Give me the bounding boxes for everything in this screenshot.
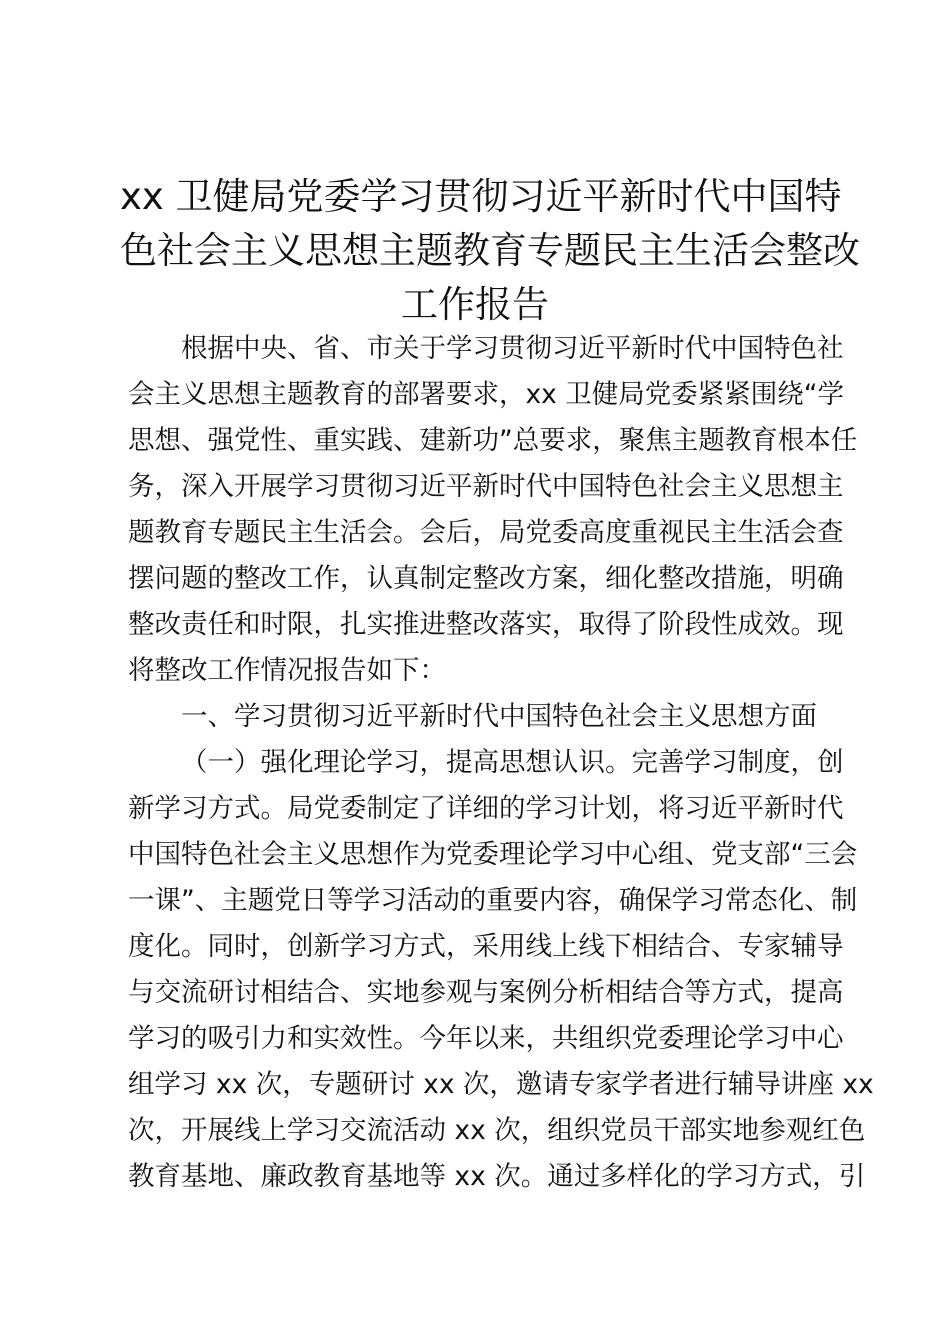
intro-line-7: 整改责任和时限，扎实推进整改落实，取得了阶段性成效。现	[128, 609, 844, 640]
section-line-5: 度化。同时，创新学习方式，采用线上线下相结合、专家辅导	[128, 931, 844, 962]
section-line-6: 与交流研讨相结合、实地参观与案例分析相结合等方式，提高	[128, 977, 844, 1008]
intro-line-6: 摆问题的整改工作，认真制定整改方案，细化整改措施，明确	[128, 563, 844, 594]
intro-line-3: 思想、强党性、重实践、建新功”总要求，聚焦主题教育根本任	[128, 425, 858, 456]
section-line-8: 组学习 xx 次，专题研讨 xx 次，邀请专家学者进行辅导讲座 xx	[128, 1069, 874, 1100]
section-line-1: （一）强化理论学习，提高思想认识。完善学习制度，创	[181, 747, 844, 778]
section-line-10: 教育基地、廉政教育基地等 xx 次。通过多样化的学习方式，引	[128, 1161, 866, 1192]
title-line-3: 工作报告	[401, 283, 549, 326]
intro-line-4: 务，深入开展学习贯彻习近平新时代中国特色社会主义思想主	[128, 471, 844, 502]
intro-line-5: 题教育专题民主生活会。会后，局党委高度重视民主生活会查	[128, 517, 844, 548]
section-line-9: 次，开展线上学习交流活动 xx 次，组织党员干部实地参观红色	[128, 1115, 866, 1146]
section-line-4: 一课”、主题党日等学习活动的重要内容，确保学习常态化、制	[128, 885, 858, 916]
document-body	[128, 326, 874, 1200]
section-heading: 一、学习贯彻习近平新时代中国特色社会主义思想方面	[181, 701, 817, 732]
intro-line-8: 将整改工作情况报告如下：	[128, 655, 446, 686]
section-line-3: 中国特色社会主义思想作为党委理论学习中心组、党支部“三会	[128, 839, 858, 870]
title-line-1: xx 卫健局党委学习贯彻习近平新时代中国特	[120, 175, 842, 218]
title-line-2: 色社会主义思想主题教育专题民主生活会整改	[120, 229, 860, 272]
intro-line-2: 会主义思想主题教育的部署要求，xx 卫健局党委紧紧围绕“学	[128, 379, 845, 410]
intro-line-1: 根据中央、省、市关于学习贯彻习近平新时代中国特色社	[181, 333, 844, 364]
document-title	[120, 170, 860, 332]
section-line-2: 新学习方式。局党委制定了详细的学习计划，将习近平新时代	[128, 793, 844, 824]
section-line-7: 学习的吸引力和实效性。今年以来，共组织党委理论学习中心	[128, 1023, 844, 1054]
